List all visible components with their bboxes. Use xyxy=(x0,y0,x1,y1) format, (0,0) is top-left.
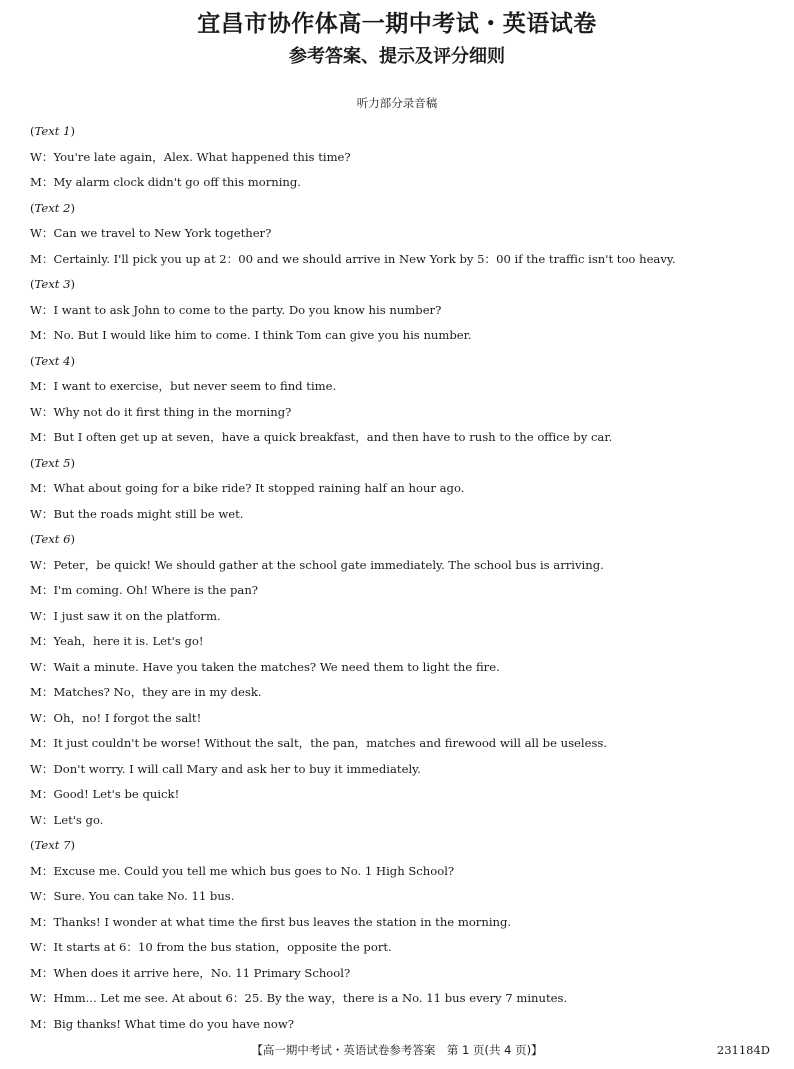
text-number-label xyxy=(30,119,770,145)
label-text: Text 2 xyxy=(34,200,71,215)
label-open-paren: ( xyxy=(30,532,35,546)
dialogue-line: W：Peter，be quick! We should gather at the school gate immediately. The school bus is arriving. xyxy=(30,557,604,572)
dialogue-line: M：Thanks! I wonder at what time the first bus leaves the station in the morning. xyxy=(30,914,512,929)
label-text: Text 4 xyxy=(34,353,71,368)
dialogue-line: W：But the roads might still be wet. xyxy=(30,506,244,521)
dialogue-line: W：Hmm... Let me see. At about 6：25. By the way，there is a No. 11 bus every 7 minutes. xyxy=(30,991,568,1005)
dialogue-line: W：Don't worry. I will call Mary and ask her to buy it immediately. xyxy=(30,761,421,776)
text-number-label xyxy=(30,196,770,222)
dialogue-line: W：Oh，no! I forgot the salt! xyxy=(30,710,202,725)
section-heading: 听力部分录音稿 xyxy=(356,96,438,110)
dialogue-line: M：Certainly. I'll pick you up at 2：00 and we should arrive in New York by 5：00 if the traffic isn't too heavy. xyxy=(30,251,676,266)
dialogue-line: M：My alarm clock didn't go off this morning. xyxy=(30,175,301,189)
document-title: 宜昌市协作体高一期中考试・英语试卷 xyxy=(197,11,597,37)
dialogue-line: M：But I often get up at seven，have a quick breakfast，and then have to rush to the office by car. xyxy=(30,430,613,444)
dialogue-line: W：I just saw it on the platform. xyxy=(30,608,221,623)
dialogue-line: W：Can we travel to New York together? xyxy=(30,226,272,240)
label-text: Text 7 xyxy=(34,838,71,852)
text-number-label xyxy=(30,272,770,298)
dialogue-line: W：Let's go. xyxy=(30,812,104,827)
dialogue-line: W：It starts at 6：10 from the bus station，opposite the port. xyxy=(30,940,392,954)
label-close-paren: ) xyxy=(70,532,76,546)
label-close-paren: ) xyxy=(70,353,76,368)
label-close-paren: ) xyxy=(70,838,76,852)
dialogue-line: M：I'm coming. Oh! Where is the pan? xyxy=(30,583,259,597)
label-close-paren: ) xyxy=(70,124,76,138)
dialogue-line: M：I want to exercise，but never seem to find time. xyxy=(30,379,337,393)
dialogue-line: W：Sure. You can take No. 11 bus. xyxy=(30,889,235,903)
label-open-paren: ( xyxy=(30,838,35,852)
dialogue-line: M：Good! Let's be quick! xyxy=(30,787,180,801)
text-number-label xyxy=(30,833,770,859)
dialogue-line: W：You're late again，Alex. What happened this time? xyxy=(30,149,351,164)
label-text: Text 1 xyxy=(34,124,71,138)
dialogue-line: M：Excuse me. Could you tell me which bus goes to No. 1 High School? xyxy=(30,863,455,878)
dialogue-line: M：When does it arrive here，No. 11 Primary School? xyxy=(30,965,351,980)
dialogue-line: W：Why not do it first thing in the morning? xyxy=(30,404,292,419)
dialogue-line: M：Yeah，here it is. Let's go! xyxy=(30,634,204,648)
label-open-paren: ( xyxy=(30,124,35,138)
label-text: Text 3 xyxy=(34,277,71,291)
dialogue-line: M：What about going for a bike ride? It stopped raining half an hour ago. xyxy=(30,481,465,495)
page-footer xyxy=(0,1040,794,1060)
transcript-list xyxy=(30,119,770,1037)
label-open-paren: ( xyxy=(30,200,35,215)
label-open-paren: ( xyxy=(30,277,35,291)
label-open-paren: ( xyxy=(30,353,35,368)
dialogue-line: W：Wait a minute. Have you taken the matches? We need them to light the fire. xyxy=(30,659,500,674)
label-close-paren: ) xyxy=(70,200,76,215)
footer-page-info: 【高一期中考试・英语试卷参考答案 第 1 页(共 4 页)】 xyxy=(251,1043,543,1057)
dialogue-line: M：No. But I would like him to come. I think Tom can give you his number. xyxy=(30,328,472,342)
label-open-paren: ( xyxy=(30,455,35,470)
dialogue-line: M：Big thanks! What time do you have now? xyxy=(30,1016,295,1031)
dialogue-line: M：Matches? No，they are in my desk. xyxy=(30,685,262,699)
dialogue-line: M：It just couldn't be worse! Without the salt，the pan，matches and firewood will all be useless. xyxy=(30,736,608,750)
text-number-label xyxy=(30,349,770,375)
label-text: Text 5 xyxy=(34,455,71,470)
document-subtitle: 参考答案、提示及评分细则 xyxy=(289,46,505,67)
footer-doc-code: 231184D xyxy=(716,1043,770,1057)
dialogue-line: W：I want to ask John to come to the party. Do you know his number? xyxy=(30,302,442,317)
label-close-paren: ) xyxy=(70,277,76,291)
text-number-label xyxy=(30,451,770,477)
label-text: Text 6 xyxy=(34,532,71,546)
label-close-paren: ) xyxy=(70,455,76,470)
text-number-label xyxy=(30,527,770,553)
